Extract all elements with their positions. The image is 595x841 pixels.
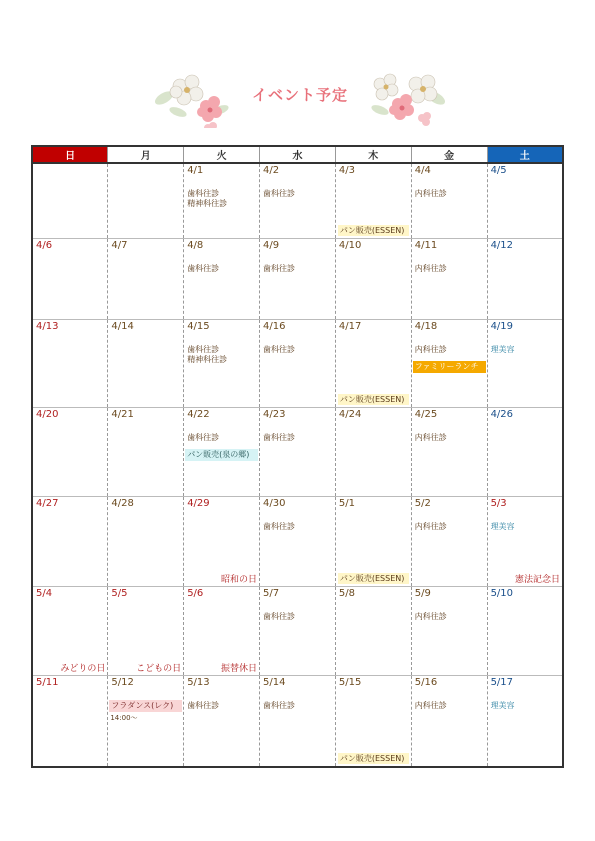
weekday-friday: 金 bbox=[411, 146, 487, 163]
event-list bbox=[260, 522, 335, 532]
day-cell[interactable] bbox=[335, 163, 411, 238]
day-number: 5/1 bbox=[338, 497, 355, 509]
day-cell[interactable] bbox=[184, 496, 260, 586]
event-list bbox=[488, 701, 562, 711]
day-cell[interactable] bbox=[260, 496, 336, 586]
day-cell[interactable] bbox=[260, 675, 336, 767]
event-list bbox=[260, 189, 335, 199]
highlight-event: パン販売(泉の郷) bbox=[185, 449, 258, 461]
day-number: 4/10 bbox=[338, 239, 362, 251]
day-cell[interactable] bbox=[32, 163, 108, 238]
week-row bbox=[32, 163, 563, 238]
day-number: 4/18 bbox=[414, 320, 438, 332]
event-list bbox=[184, 189, 259, 209]
day-cell[interactable] bbox=[487, 675, 563, 767]
event-list bbox=[184, 345, 259, 365]
highlight-event: フラダンス(レク) bbox=[109, 700, 182, 712]
event-list bbox=[412, 189, 487, 199]
highlight-event: ファミリーランチ bbox=[413, 361, 486, 373]
weekday-header-row bbox=[32, 146, 563, 163]
event-list bbox=[488, 522, 562, 532]
day-number: 4/16 bbox=[263, 320, 286, 332]
event-item: 歯科往診 bbox=[187, 189, 220, 198]
day-cell[interactable] bbox=[260, 319, 336, 407]
day-number: 4/1 bbox=[187, 165, 204, 176]
day-cell[interactable] bbox=[335, 319, 411, 407]
day-cell[interactable] bbox=[260, 163, 336, 238]
event-item: 歯科往診 bbox=[263, 189, 296, 198]
holiday-label: こどもの日 bbox=[136, 663, 182, 674]
day-cell[interactable] bbox=[260, 407, 336, 496]
day-number: 4/14 bbox=[111, 320, 134, 332]
week-row bbox=[32, 586, 563, 675]
day-cell[interactable] bbox=[32, 238, 108, 319]
day-number: 4/11 bbox=[414, 239, 438, 251]
day-number: 5/5 bbox=[111, 587, 128, 599]
sakura-flowers-icon bbox=[150, 68, 240, 128]
day-number: 4/5 bbox=[490, 165, 507, 176]
event-item: 理美容 bbox=[490, 344, 515, 354]
weekday-sunday: 日 bbox=[32, 146, 108, 163]
day-number: 5/12 bbox=[111, 676, 134, 688]
day-cell[interactable] bbox=[108, 496, 184, 586]
day-number: 4/12 bbox=[490, 239, 514, 251]
day-cell[interactable] bbox=[411, 586, 487, 675]
event-list bbox=[412, 433, 487, 443]
day-cell[interactable] bbox=[32, 496, 108, 586]
day-cell[interactable] bbox=[335, 407, 411, 496]
event-list bbox=[260, 612, 335, 622]
day-cell[interactable] bbox=[487, 496, 563, 586]
week-row bbox=[32, 238, 563, 319]
day-cell[interactable] bbox=[260, 238, 336, 319]
day-number: 4/24 bbox=[338, 408, 362, 420]
holiday-label: みどりの日 bbox=[60, 663, 106, 674]
event-item: 歯科往診 bbox=[187, 344, 220, 354]
event-item: 内科往診 bbox=[414, 700, 447, 710]
event-list bbox=[184, 264, 259, 274]
day-number: 5/10 bbox=[490, 587, 514, 599]
day-cell[interactable] bbox=[184, 675, 260, 767]
day-cell[interactable] bbox=[32, 319, 108, 407]
day-number: 4/30 bbox=[263, 497, 286, 509]
event-item: 内科往診 bbox=[414, 432, 447, 442]
holiday-label: 昭和の日 bbox=[221, 574, 258, 585]
calendar-table bbox=[31, 145, 564, 768]
day-number: 5/7 bbox=[263, 587, 280, 599]
bread-sale-event: パン販売(ESSEN) bbox=[338, 753, 409, 764]
event-time: 14:00～ bbox=[110, 713, 138, 722]
day-cell[interactable] bbox=[411, 496, 487, 586]
event-item: 精神科往診 bbox=[187, 199, 228, 208]
day-number: 4/2 bbox=[263, 165, 280, 176]
event-item: 歯科往診 bbox=[187, 700, 220, 710]
day-cell[interactable] bbox=[411, 675, 487, 767]
week-row bbox=[32, 675, 563, 767]
day-cell[interactable] bbox=[108, 586, 184, 675]
event-list bbox=[488, 345, 562, 355]
day-number: 5/8 bbox=[338, 587, 355, 599]
event-list bbox=[184, 701, 259, 711]
weekday-wednesday: 水 bbox=[260, 146, 336, 163]
event-item: 理美容 bbox=[490, 521, 515, 531]
day-cell[interactable] bbox=[487, 238, 563, 319]
bread-sale-event: パン販売(ESSEN) bbox=[338, 225, 409, 236]
event-item: 歯科往診 bbox=[263, 521, 296, 531]
day-number: 4/4 bbox=[414, 165, 431, 176]
event-list bbox=[260, 264, 335, 274]
event-list bbox=[412, 264, 487, 274]
header bbox=[0, 60, 595, 130]
event-item: 歯科往診 bbox=[263, 344, 296, 354]
day-cell[interactable] bbox=[335, 675, 411, 767]
day-cell[interactable] bbox=[411, 163, 487, 238]
weekday-monday: 月 bbox=[108, 146, 184, 163]
day-number: 4/17 bbox=[338, 320, 362, 332]
holiday-label: 振替休日 bbox=[221, 663, 258, 674]
day-number: 5/3 bbox=[490, 497, 507, 509]
day-cell[interactable] bbox=[184, 407, 260, 496]
day-number: 5/13 bbox=[187, 676, 210, 688]
day-number: 4/3 bbox=[338, 165, 355, 176]
event-item: 内科往診 bbox=[414, 521, 447, 531]
event-item: 内科往診 bbox=[414, 189, 447, 198]
holiday-label: 憲法記念日 bbox=[514, 574, 560, 585]
event-item: 歯科往診 bbox=[263, 700, 296, 710]
event-item: 内科往診 bbox=[414, 344, 447, 354]
day-number: 4/9 bbox=[263, 239, 280, 251]
page-title: イベント予定 bbox=[251, 86, 348, 104]
event-list bbox=[412, 345, 487, 355]
day-cell[interactable] bbox=[32, 586, 108, 675]
day-cell[interactable] bbox=[108, 319, 184, 407]
bread-sale-event: パン販売(ESSEN) bbox=[338, 394, 409, 405]
day-number: 5/6 bbox=[187, 587, 204, 599]
day-number: 5/14 bbox=[263, 676, 286, 688]
event-item: 精神科往診 bbox=[187, 354, 228, 364]
event-list bbox=[260, 345, 335, 355]
day-number: 4/19 bbox=[490, 320, 514, 332]
event-item: 歯科往診 bbox=[263, 432, 296, 442]
event-item: 理美容 bbox=[490, 700, 515, 710]
event-list bbox=[412, 701, 487, 711]
weekday-saturday: 土 bbox=[487, 146, 563, 163]
day-number: 5/2 bbox=[414, 497, 431, 509]
day-number: 4/22 bbox=[187, 408, 210, 420]
day-number: 4/23 bbox=[263, 408, 286, 420]
day-number: 4/27 bbox=[36, 497, 59, 509]
day-cell[interactable] bbox=[487, 319, 563, 407]
day-number: 4/25 bbox=[414, 408, 438, 420]
day-cell[interactable] bbox=[108, 163, 184, 238]
day-number: 5/17 bbox=[490, 676, 514, 688]
day-cell[interactable] bbox=[108, 238, 184, 319]
event-list bbox=[260, 433, 335, 443]
event-list bbox=[184, 433, 259, 443]
day-cell[interactable] bbox=[411, 319, 487, 407]
day-cell[interactable] bbox=[32, 675, 108, 767]
event-list bbox=[412, 522, 487, 532]
day-cell[interactable] bbox=[32, 407, 108, 496]
week-row bbox=[32, 319, 563, 407]
day-cell[interactable] bbox=[335, 586, 411, 675]
weekday-tuesday: 火 bbox=[184, 146, 260, 163]
day-cell[interactable] bbox=[108, 675, 184, 767]
day-cell[interactable] bbox=[184, 238, 260, 319]
event-item: 歯科往診 bbox=[187, 432, 220, 442]
event-list bbox=[260, 701, 335, 711]
day-number: 4/7 bbox=[111, 239, 128, 251]
day-number: 5/4 bbox=[36, 587, 53, 599]
day-cell[interactable] bbox=[335, 496, 411, 586]
day-number: 4/21 bbox=[111, 408, 134, 420]
day-cell[interactable] bbox=[184, 586, 260, 675]
day-number: 5/15 bbox=[338, 676, 362, 688]
day-cell[interactable] bbox=[184, 163, 260, 238]
day-number: 5/9 bbox=[414, 587, 431, 599]
day-cell[interactable] bbox=[487, 407, 563, 496]
day-cell[interactable] bbox=[487, 163, 563, 238]
day-cell[interactable] bbox=[260, 586, 336, 675]
day-cell[interactable] bbox=[411, 407, 487, 496]
week-row bbox=[32, 407, 563, 496]
event-list bbox=[412, 612, 487, 622]
day-number: 4/29 bbox=[187, 497, 210, 509]
event-item: 歯科往診 bbox=[263, 611, 296, 621]
sakura-flowers-icon bbox=[360, 68, 450, 128]
week-row bbox=[32, 496, 563, 586]
day-cell[interactable] bbox=[184, 319, 260, 407]
day-number: 4/6 bbox=[36, 239, 53, 251]
bread-sale-event: パン販売(ESSEN) bbox=[338, 573, 409, 584]
weekday-thursday: 木 bbox=[335, 146, 411, 163]
day-number: 4/15 bbox=[187, 320, 210, 332]
event-item: 内科往診 bbox=[414, 263, 447, 273]
event-item: 歯科往診 bbox=[263, 263, 296, 273]
day-number: 4/26 bbox=[490, 408, 514, 420]
day-number: 4/13 bbox=[36, 320, 59, 332]
day-cell[interactable] bbox=[335, 238, 411, 319]
day-number: 4/20 bbox=[36, 408, 59, 420]
day-cell[interactable] bbox=[411, 238, 487, 319]
day-cell[interactable] bbox=[108, 407, 184, 496]
event-item: 内科往診 bbox=[414, 611, 447, 621]
event-item: 歯科往診 bbox=[187, 263, 220, 273]
day-number: 4/8 bbox=[187, 239, 204, 251]
day-cell[interactable] bbox=[487, 586, 563, 675]
day-number: 5/11 bbox=[36, 676, 59, 688]
day-number: 4/28 bbox=[111, 497, 134, 509]
day-number: 5/16 bbox=[414, 676, 438, 688]
